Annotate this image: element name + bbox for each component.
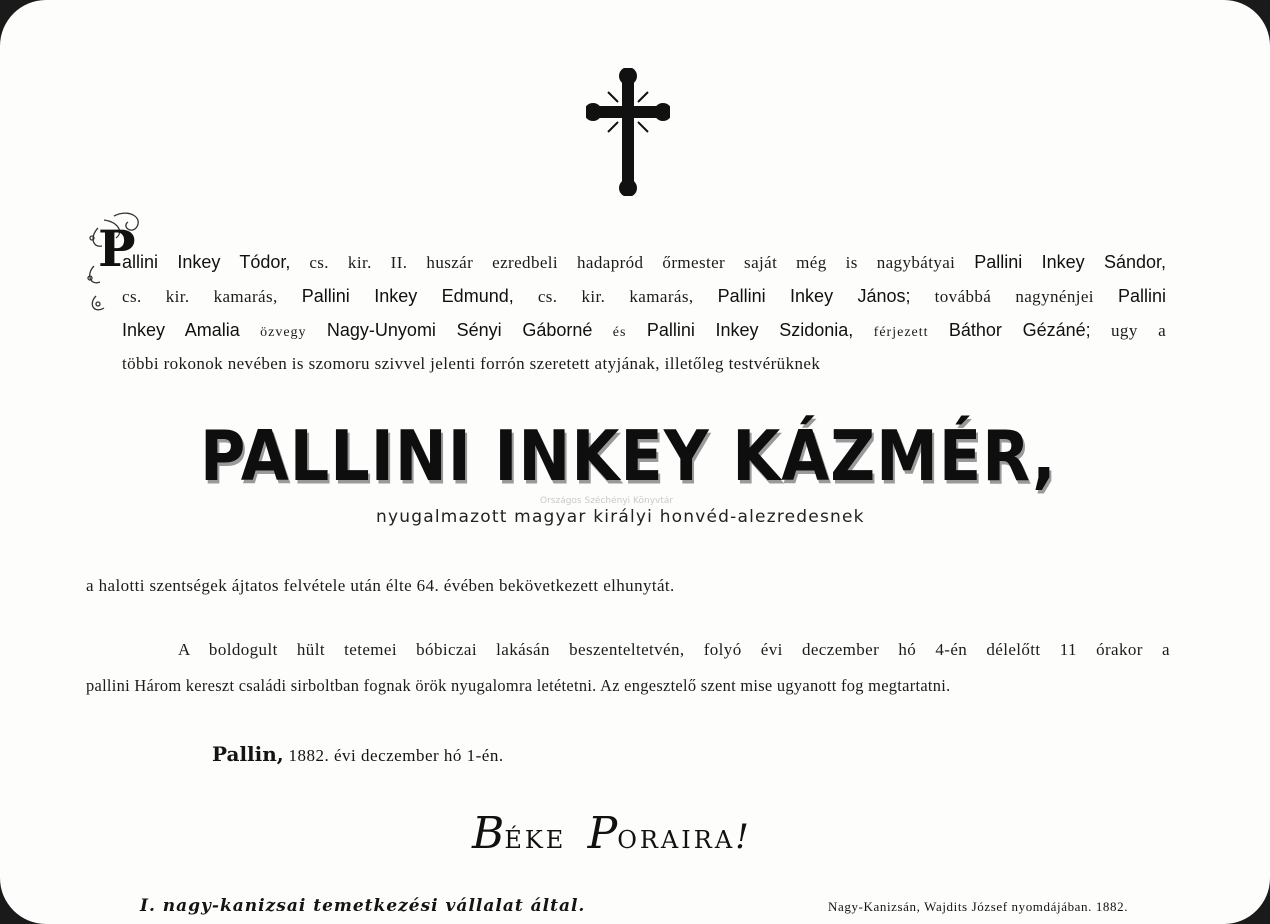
death-line: a halotti szentségek ájtatos felvétele után élte 64. évében bekövetkezett elhunytát. <box>86 576 675 595</box>
intro-text: ugy a <box>1111 321 1167 340</box>
intro-line-2 <box>122 286 1166 307</box>
intro-text: özvegy <box>260 325 307 340</box>
place-city: Pallin, <box>212 742 284 766</box>
intro-text: továbbá nagynénjei <box>934 287 1094 306</box>
name-bathor: Báthor Gézáné; <box>948 320 1091 340</box>
undertaker-credit: I. nagy-kanizsai temetkezési vállalat által. <box>140 896 586 916</box>
place-date <box>212 742 504 766</box>
name-pallini: Pallini <box>1118 286 1167 306</box>
name-todor: allini Inkey Tódor, <box>122 252 291 272</box>
drop-cap: P <box>98 219 136 278</box>
peace-exclamation: ! <box>735 817 749 857</box>
rest-in-peace <box>472 808 749 859</box>
name-senyi: Nagy-Unyomi Sényi Gáborné <box>326 320 593 340</box>
printer-credit: Nagy-Kanizsán, Wajdits József nyomdájában. 1882. <box>828 899 1129 914</box>
peace-word-2: ORAIRA <box>617 826 736 854</box>
library-watermark: Országos Széchényi Könyvtár <box>540 496 674 506</box>
name-sandor: Pallini Inkey Sándor, <box>974 252 1166 272</box>
name-szidonia: Pallini Inkey Szidonia, <box>646 320 854 340</box>
peace-cap-p: P <box>587 808 618 859</box>
funeral-line-1: A boldogult hült tetemei bóbiczai lakásán beszenteltetvén, folyó évi deczember hó 4-én délelőtt 11 órakor a <box>178 640 1170 659</box>
intro-line-4: többi rokonok nevében is szomoru szivvel jelenti forrón szeretett atyjának, illetőleg testvérüknek <box>122 354 821 373</box>
intro-text: férjezett <box>873 325 929 340</box>
intro-text: cs. kir. II. huszár ezredbeli hadapród őrmester saját még is nagybátyai <box>309 253 956 272</box>
intro-text: és <box>612 325 627 340</box>
funeral-line-2: pallini Három kereszt családi sirboltban fognak örök nyugalomra letétetni. Az engesztelő szent mise ugyanott fog megtartatni. <box>86 676 951 695</box>
deceased-title: nyugalmazott magyar királyi honvéd-alezredesnek <box>376 507 865 527</box>
intro-text: cs. kir. kamarás, <box>122 287 278 306</box>
peace-cap-b: B <box>472 808 505 859</box>
deceased-name: PALLINI INKEY KÁZMÉR, <box>200 414 1057 497</box>
name-edmund: Pallini Inkey Edmund, <box>301 286 514 306</box>
place-date-text: 1882. évi deczember hó 1-én. <box>288 746 504 765</box>
intro-text: cs. kir. kamarás, <box>537 287 694 306</box>
peace-word-1: ÉKE <box>504 826 567 854</box>
name-amalia: Inkey Amalia <box>122 320 240 340</box>
latin-cross-icon <box>586 68 670 196</box>
intro-line-1 <box>122 252 1166 273</box>
name-janos: Pallini Inkey János; <box>717 286 911 306</box>
intro-line-3 <box>122 320 1166 341</box>
